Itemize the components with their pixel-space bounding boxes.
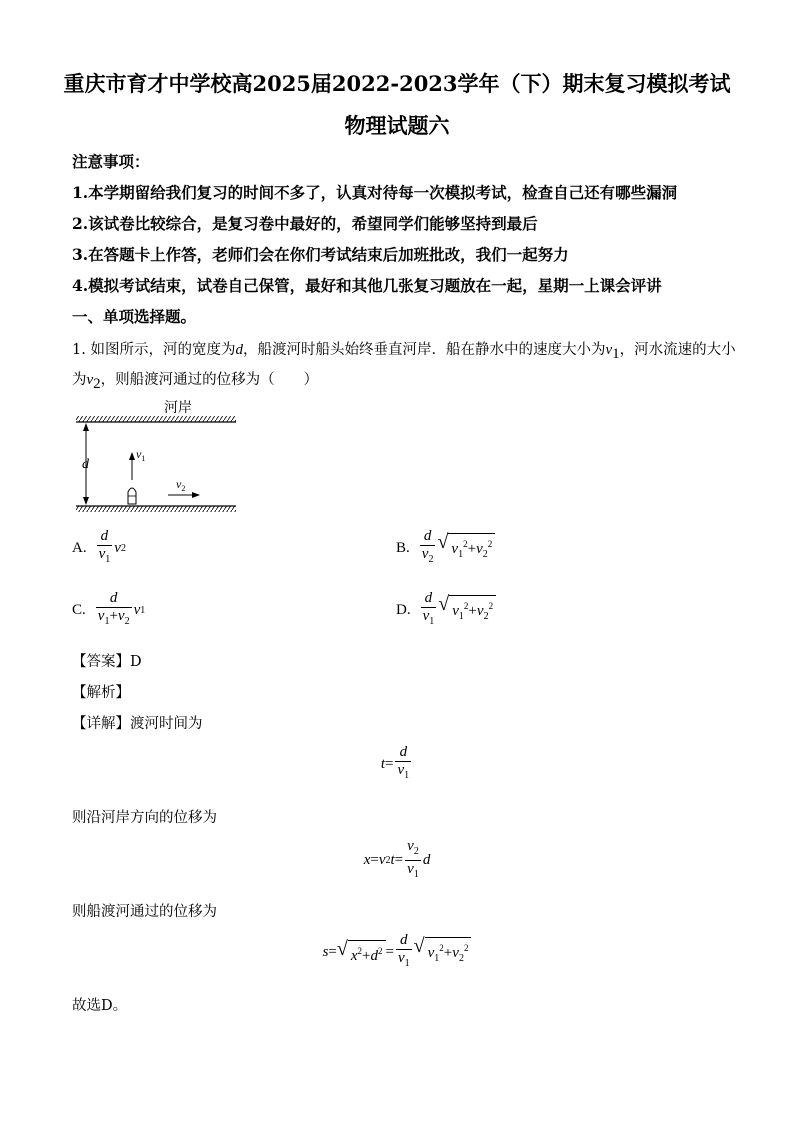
bank-label: 河岸 xyxy=(164,400,192,416)
equation-total: s = √ $x^2+d^2$ = $\frac{d}{v_1}$ √ $v_1^2+v_2^2$ xyxy=(0,932,794,972)
v2-arrow-head xyxy=(192,492,200,498)
option-a[interactable]: A. $\frac{d}{v_1}$ v 2 xyxy=(72,528,126,568)
page-title: 重庆市育才中学校高2025届2022-2023学年（下）期末复习模拟考试 xyxy=(63,71,731,96)
notice-item-2: 2.该试卷比较综合，是复习卷中最好的，希望同学们能够坚持到最后 xyxy=(72,214,538,233)
v1-arrow-head xyxy=(129,452,135,460)
notice-item-4: 4.模拟考试结束，试卷自己保管，最好和其他几张复习题放在一起，星期一上课会评讲 xyxy=(72,276,662,295)
question-line-1: 1. 如图所示，河的宽度为d，船渡河时船头始终垂直河岸．船在静水中的速度大小为$v_1$，河水流速的大小 xyxy=(72,342,736,362)
section-heading: 一、单项选择题。 xyxy=(72,307,197,326)
analysis-label: 【解析】 xyxy=(72,685,130,701)
conclusion: 故选D。 xyxy=(72,998,128,1014)
notice-item-1: 1.本学期留给我们复习的时间不多了，认真对待每一次模拟考试，检查自己还有哪些漏洞 xyxy=(72,183,678,202)
notice-item-3: 3.在答题卡上作答，老师们会在你们考试结束后加班批改，我们一起努力 xyxy=(72,245,569,264)
option-b[interactable]: B. $\frac{d}{v_2}$ √ $v_1^2+v_2^2$ xyxy=(396,528,495,568)
width-label: d xyxy=(82,457,89,472)
page-subtitle: 物理试题六 xyxy=(344,113,450,138)
answer-label: 【答案】D xyxy=(72,654,142,670)
option-c[interactable]: C. $\frac{d}{v_1+v_2}$ v 1 xyxy=(72,590,145,630)
line-total-displacement: 则船渡河通过的位移为 xyxy=(72,904,217,920)
bottom-bank-hatch xyxy=(76,506,236,512)
top-bank-hatch xyxy=(76,416,236,422)
notice-heading: 注意事项： xyxy=(72,152,150,171)
river-diagram xyxy=(72,396,242,522)
line-displacement-along: 则沿河岸方向的位移为 xyxy=(72,810,217,826)
v2-label: $v_2$ xyxy=(176,477,186,493)
width-arrow-head-bottom xyxy=(83,497,89,505)
question-line-2: 为$v_2$，则船渡河通过的位移为（ ） xyxy=(72,372,319,392)
equation-time: t = $\frac{d}{v_1}$ xyxy=(0,744,794,784)
v1-label: $v_1$ xyxy=(136,447,146,463)
option-d[interactable]: D. $\frac{d}{v_1}$ √ $v_1^2+v_2^2$ xyxy=(396,590,496,630)
detail-line: 【详解】渡河时间为 xyxy=(72,716,203,732)
equation-along-bank: x = v 2 t = $\frac{v_2}{v_1}$ d xyxy=(0,838,794,883)
width-arrow-head-top xyxy=(83,423,89,431)
